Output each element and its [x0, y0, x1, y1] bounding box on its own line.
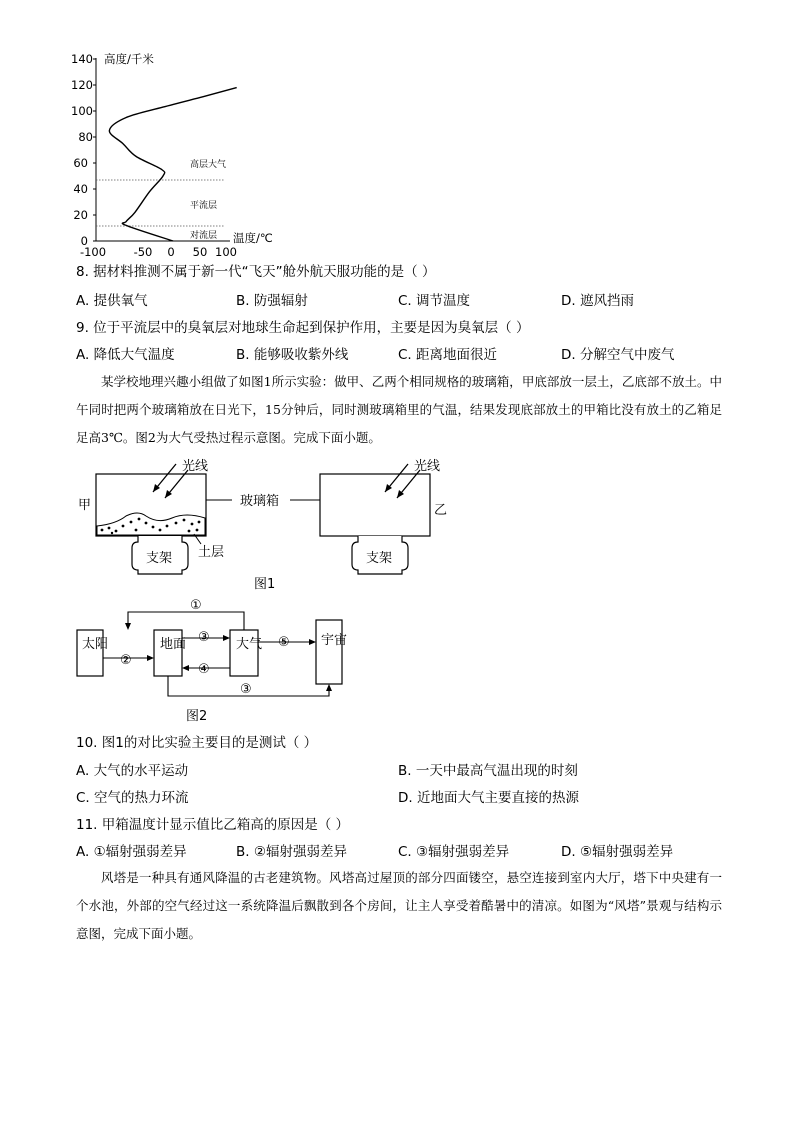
arrow-4-head [182, 665, 189, 671]
label-2: ② [120, 653, 132, 668]
q11-option-c[interactable]: C. ③辐射强弱差异 [398, 844, 510, 860]
glass-box-label: 玻璃箱 [240, 494, 280, 509]
question-11-stem: 11. 甲箱温度计显示值比乙箱高的原因是（ ） [76, 817, 350, 833]
figure-2-caption: 图2 [186, 709, 208, 724]
light-label-right: 光线 [414, 459, 441, 474]
sun-label: 太阳 [82, 637, 109, 652]
q10-option-d[interactable]: D. 近地面大气主要直接的热源 [398, 790, 579, 806]
space-label: 宇宙 [321, 633, 348, 648]
experiment-passage: 某学校地理兴趣小组做了如图1所示实验：做甲、乙两个相同规格的玻璃箱，甲底部放一层土，乙底部不放土。中午同时把两个玻璃箱放在日光下，15分钟后，同时测玻璃箱里的气温，结果发现底部放土的甲箱比没有放土的乙箱足足高3℃。图2为大气受热过程示意图。完成下面小题。 [76, 374, 722, 445]
q8-option-b[interactable]: B. 防强辐射 [236, 293, 308, 309]
question-8-stem: 8. 据材料推测不属于新一代“飞天”舱外航天服功能的是（ ） [76, 264, 436, 280]
atmosphere-label: 大气 [236, 637, 263, 652]
arrow-3-bottom-head [326, 684, 332, 691]
glass-box-yi [320, 474, 430, 536]
light-label-left: 光线 [182, 459, 209, 474]
x-tick-label: 100 [215, 245, 237, 259]
q11-option-d[interactable]: D. ⑤辐射强弱差异 [561, 844, 674, 860]
layer-label-troposphere: 对流层 [190, 231, 218, 241]
figure-1-glass-box-experiment [76, 452, 476, 594]
arrow-1 [128, 612, 244, 630]
altitude-temperature-chart [60, 48, 300, 264]
box-space [316, 620, 342, 684]
q10-option-c[interactable]: C. 空气的热力环流 [76, 790, 189, 806]
x-tick-label: -50 [133, 245, 153, 259]
label-jia: 甲 [78, 498, 92, 513]
q10-option-b[interactable]: B. 一天中最高气温出现的时刻 [398, 763, 578, 779]
x-axis-label: 温度/℃ [233, 231, 273, 245]
question-10-stem: 10. 图1的对比实验主要目的是测试（ ） [76, 735, 318, 751]
soil-label: 土层 [198, 545, 225, 560]
arrow-5-head [309, 639, 316, 645]
y-axis-label: 高度/千米 [104, 52, 154, 66]
y-tick-label: 40 [73, 182, 88, 196]
q9-option-a[interactable]: A. 降低大气温度 [76, 347, 175, 363]
y-tick-label: 100 [71, 104, 93, 118]
label-5: ⑤ [278, 635, 290, 650]
y-tick-label: 20 [73, 208, 88, 222]
q9-option-d[interactable]: D. 分解空气中废气 [561, 347, 675, 363]
arrow-3-head [223, 635, 230, 641]
y-tick-label: 140 [71, 52, 93, 66]
y-tick-label: 60 [73, 156, 88, 170]
q8-option-a[interactable]: A. 提供氧气 [76, 293, 148, 309]
q11-option-a[interactable]: A. ①辐射强弱差异 [76, 844, 187, 860]
ground-label: 地面 [160, 637, 187, 652]
stand-label-right: 支架 [366, 551, 393, 566]
layer-label-stratosphere: 平流层 [190, 201, 218, 211]
q9-option-c[interactable]: C. 距离地面很近 [398, 347, 498, 363]
figure-2-heating-process-diagram [76, 594, 376, 724]
label-4: ④ [198, 662, 210, 677]
wind-tower-passage: 风塔是一种具有通风降温的古老建筑物。风塔高过屋顶的部分四面镂空，悬空连接到室内大厅，塔下中央建有一个水池，外部的空气经过这一系统降温后飘散到各个房间，让主人享受着酷暑中的清凉。如图为“风塔”景观与结构示意图，完成下面小题。 [76, 870, 722, 941]
stand-label-left: 支架 [146, 551, 173, 566]
y-tick-label: 80 [78, 130, 93, 144]
label-1: ① [190, 598, 202, 613]
q11-option-b[interactable]: B. ②辐射强弱差异 [236, 844, 347, 860]
label-3-lower: ③ [240, 682, 252, 697]
y-tick-label: 120 [71, 78, 93, 92]
x-tick-label: 0 [167, 245, 175, 259]
question-9-stem: 9. 位于平流层中的臭氧层对地球生命起到保护作用，主要是因为臭氧层（ ） [76, 320, 530, 336]
y-tick-label: 0 [80, 234, 88, 248]
x-tick-label: -100 [79, 245, 107, 259]
label-yi: 乙 [434, 503, 448, 518]
q8-option-d[interactable]: D. 遮风挡雨 [561, 293, 634, 309]
q9-option-b[interactable]: B. 能够吸收紫外线 [236, 347, 349, 363]
layer-label-upper: 高层大气 [190, 160, 227, 170]
q8-option-c[interactable]: C. 调节温度 [398, 293, 471, 309]
q10-option-a[interactable]: A. 大气的水平运动 [76, 763, 189, 779]
figure-1-caption: 图1 [254, 577, 276, 592]
arrow-1-head [125, 623, 131, 630]
label-3-upper: ③ [198, 630, 210, 645]
arrow-2-head [147, 655, 154, 661]
x-tick-label: 50 [192, 245, 208, 259]
